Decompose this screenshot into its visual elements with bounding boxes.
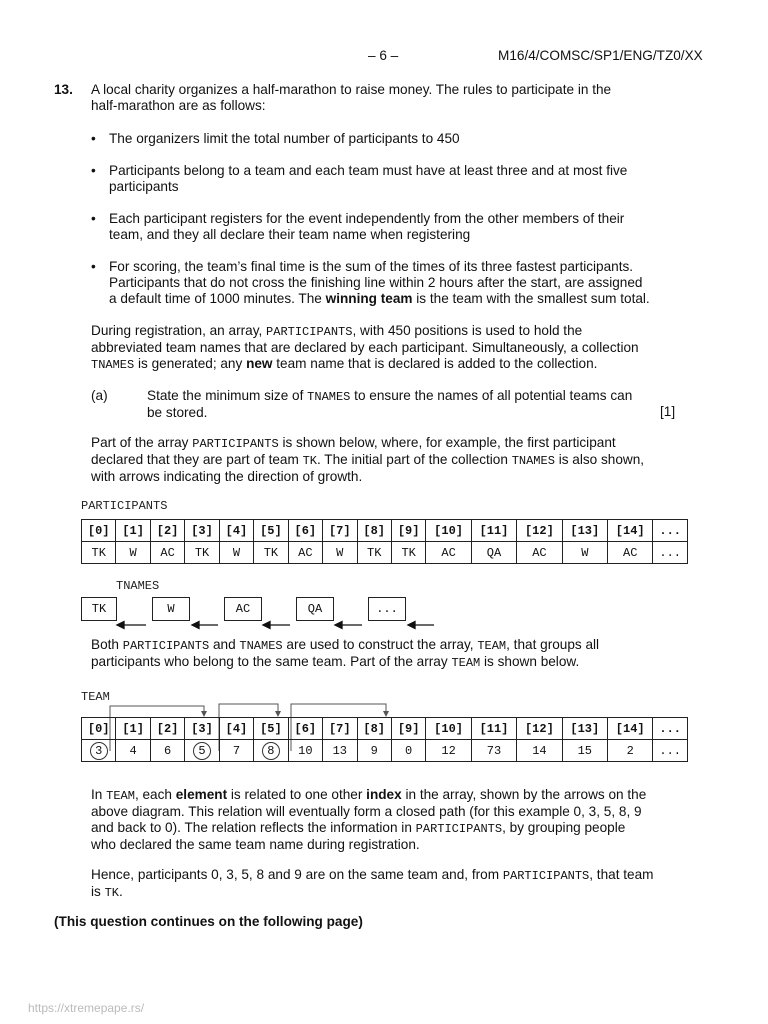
index-cell: [10] <box>426 520 471 542</box>
bullet-icon: • <box>91 259 96 274</box>
index-cell: [1] <box>116 718 150 740</box>
text-line: be stored. <box>147 405 208 420</box>
value-cell: 73 <box>471 740 516 762</box>
index-cell: [9] <box>391 520 425 542</box>
bullet-line <box>109 291 684 307</box>
team-label: TEAM <box>81 690 110 704</box>
text-span: State the minimum size of <box>147 388 308 403</box>
tnames-label: TNAMES <box>116 579 160 593</box>
index-cell: [4] <box>219 718 253 740</box>
index-cell: ... <box>653 718 688 740</box>
bullet-icon: • <box>91 163 96 178</box>
value-cell: TK <box>357 542 391 564</box>
value-cell: AC <box>517 542 562 564</box>
tnames-item: AC <box>224 597 262 621</box>
text-span: , that team <box>589 867 654 882</box>
text-span: is generated; any <box>134 356 247 371</box>
part-a-text <box>147 388 667 421</box>
value-cell: QA <box>471 542 516 564</box>
participants-header-row <box>82 520 688 542</box>
value-cell: W <box>219 542 253 564</box>
index-cell: [9] <box>391 718 425 740</box>
text-span: declared that they are part of team <box>91 452 303 467</box>
value-cell: TK <box>185 542 219 564</box>
exam-code: M16/4/COMSC/SP1/ENG/TZ0/XX <box>498 48 703 63</box>
text-span: and <box>209 637 240 652</box>
value-cell: 0 <box>391 740 425 762</box>
text-span: a default time of 1000 minutes. The <box>109 291 326 306</box>
text-span: participants who belong to the same team. Part of the array <box>91 654 452 669</box>
code-term: TNAMES <box>91 358 135 372</box>
value-cell: 4 <box>116 740 150 762</box>
index-cell: [12] <box>517 520 562 542</box>
index-cell: [2] <box>150 718 184 740</box>
value-cell: 12 <box>426 740 471 762</box>
code-term: TEAM <box>451 656 481 670</box>
text-span: and back to 0). The relation reflects the information in <box>91 820 416 835</box>
index-cell: [7] <box>323 718 357 740</box>
index-cell: [14] <box>608 520 653 542</box>
text-span: is <box>91 884 105 899</box>
participants-value-row <box>82 542 688 564</box>
page-number: – 6 – <box>368 48 399 63</box>
team-explanation <box>91 787 691 853</box>
value-cell: 7 <box>219 740 253 762</box>
bullet-icon: • <box>91 211 96 226</box>
bullet-line: participants <box>109 179 179 194</box>
team-value-row <box>82 740 688 762</box>
value-cell <box>82 740 116 762</box>
value-cell: ... <box>653 542 688 564</box>
text-span: is also shown, <box>554 452 645 467</box>
value-cell: AC <box>288 542 322 564</box>
tnames-item: QA <box>296 597 334 621</box>
text-span: in the array, shown by the arrows on the <box>401 787 647 802</box>
text-span: Both <box>91 637 123 652</box>
value-cell: TK <box>391 542 425 564</box>
value-cell: 6 <box>150 740 184 762</box>
part-a-label: (a) <box>91 388 108 403</box>
code-term: TK <box>302 454 317 468</box>
value-cell: AC <box>426 542 471 564</box>
circled-value: 8 <box>262 742 280 760</box>
team-header-row <box>82 718 688 740</box>
text-span: , each <box>134 787 176 802</box>
index-cell: ... <box>653 520 688 542</box>
question-number: 13. <box>54 82 73 97</box>
text-span: is related to one other <box>227 787 367 802</box>
text-span: In <box>91 787 107 802</box>
index-cell: [6] <box>288 718 322 740</box>
circled-value: 5 <box>193 742 211 760</box>
code-term: TNAMES <box>307 390 351 404</box>
text-span: , that groups all <box>506 637 600 652</box>
registration-paragraph <box>91 323 691 373</box>
value-cell: 2 <box>608 740 653 762</box>
bold-term: new <box>246 356 273 371</box>
text-span: . The initial part of the collection <box>317 452 512 467</box>
index-cell: [3] <box>185 718 219 740</box>
watermark-link[interactable]: https://xtremepape.rs/ <box>28 1001 145 1015</box>
tnames-item: TK <box>81 597 117 621</box>
participants-table <box>81 519 688 564</box>
value-cell: 9 <box>357 740 391 762</box>
bullet-line: For scoring, the team’s final time is the sum of the times of its three fastest participants. <box>109 259 634 274</box>
index-cell: [7] <box>323 520 357 542</box>
bold-term: index <box>366 787 402 802</box>
value-cell <box>254 740 288 762</box>
text-line: abbreviated team names that are declared by each participant. Simultaneously, a collection <box>91 340 639 355</box>
text-line: above diagram. This relation will eventually form a closed path (for this example 0, 3, 5, 8, 9 <box>91 804 642 819</box>
value-cell: AC <box>608 542 653 564</box>
value-cell: TK <box>82 542 116 564</box>
code-term: TEAM <box>477 639 507 653</box>
index-cell: [4] <box>219 520 253 542</box>
hence-paragraph <box>91 867 691 901</box>
team-intro <box>91 637 691 671</box>
marks: [1] <box>660 404 676 419</box>
index-cell: [0] <box>82 718 116 740</box>
text-span: Part of the array <box>91 435 193 450</box>
text-span: is shown below, where, for example, the first participant <box>278 435 616 450</box>
code-term: TEAM <box>106 789 135 803</box>
text-span: is shown below. <box>480 654 580 669</box>
index-cell: [8] <box>357 718 391 740</box>
code-term: PARTICIPANTS <box>502 869 590 883</box>
text-line: with arrows indicating the direction of growth. <box>91 469 363 484</box>
bullet-line: Participants belong to a team and each team must have at least three and at most five <box>109 163 628 178</box>
team-table <box>81 717 688 762</box>
bullet-line: The organizers limit the total number of participants to 450 <box>109 131 460 146</box>
question-intro <box>91 82 691 114</box>
index-cell: [5] <box>254 520 288 542</box>
index-cell: [8] <box>357 520 391 542</box>
index-cell: [12] <box>517 718 562 740</box>
index-cell: [3] <box>185 520 219 542</box>
index-cell: [11] <box>471 718 516 740</box>
intro-line: A local charity organizes a half-marathon to raise money. The rules to participate in the <box>91 82 612 97</box>
index-cell: [14] <box>608 718 653 740</box>
tnames-growth-arrows <box>80 615 440 633</box>
text-span: , with 450 positions is used to hold the <box>352 323 583 338</box>
text-span: is the team with the smallest sum total. <box>412 291 650 306</box>
intro-line: half-marathon are as follows: <box>91 98 266 113</box>
value-cell: W <box>562 542 607 564</box>
continuation-note: (This question continues on the following page) <box>54 914 363 929</box>
circled-value: 3 <box>90 742 108 760</box>
index-cell: [1] <box>116 520 150 542</box>
index-cell: [6] <box>288 520 322 542</box>
value-cell: TK <box>254 542 288 564</box>
text-line: who declared the same team name during registration. <box>91 837 420 852</box>
value-cell: ... <box>653 740 688 762</box>
text-span: team name that is declared is added to the collection. <box>272 356 598 371</box>
value-cell: 14 <box>517 740 562 762</box>
bold-term: element <box>175 787 228 802</box>
code-term: PARTICIPANTS <box>266 325 353 339</box>
bullet-line: Each participant registers for the event independently from the other members of their <box>109 211 625 226</box>
code-term: PARTICIPANTS <box>415 822 503 836</box>
value-cell: 13 <box>323 740 357 762</box>
tnames-item: W <box>152 597 190 621</box>
bullet-line: team, and they all declare their team name when registering <box>109 227 471 242</box>
code-term: TK <box>104 886 119 900</box>
participants-label: PARTICIPANTS <box>81 499 168 513</box>
index-cell: [11] <box>471 520 516 542</box>
text-span: , by grouping people <box>502 820 626 835</box>
index-cell: [13] <box>562 718 607 740</box>
value-cell: AC <box>150 542 184 564</box>
tnames-item: ... <box>368 597 406 621</box>
code-term: TNAMES <box>511 454 555 468</box>
text-span: . <box>119 884 123 899</box>
index-cell: [0] <box>82 520 116 542</box>
code-term: PARTICIPANTS <box>122 639 210 653</box>
value-cell: 10 <box>288 740 322 762</box>
value-cell: W <box>116 542 150 564</box>
value-cell <box>185 740 219 762</box>
code-term: PARTICIPANTS <box>192 437 279 451</box>
index-cell: [10] <box>426 718 471 740</box>
index-cell: [5] <box>254 718 288 740</box>
code-term: TNAMES <box>239 639 283 653</box>
text-span: Hence, participants 0, 3, 5, 8 and 9 are on the same team and, from <box>91 867 503 882</box>
value-cell: 15 <box>562 740 607 762</box>
participants-intro <box>91 435 691 485</box>
index-cell: [2] <box>150 520 184 542</box>
text-span: During registration, an array, <box>91 323 267 338</box>
index-cell: [13] <box>562 520 607 542</box>
value-cell: W <box>323 542 357 564</box>
bullet-icon: • <box>91 131 96 146</box>
bullet-line: Participants that do not cross the finishing line within 2 hours after the start, are assigned <box>109 275 643 290</box>
text-span: to ensure the names of all potential teams can <box>350 388 633 403</box>
text-span: are used to construct the array, <box>282 637 478 652</box>
winning-team-term: winning team <box>325 291 413 306</box>
